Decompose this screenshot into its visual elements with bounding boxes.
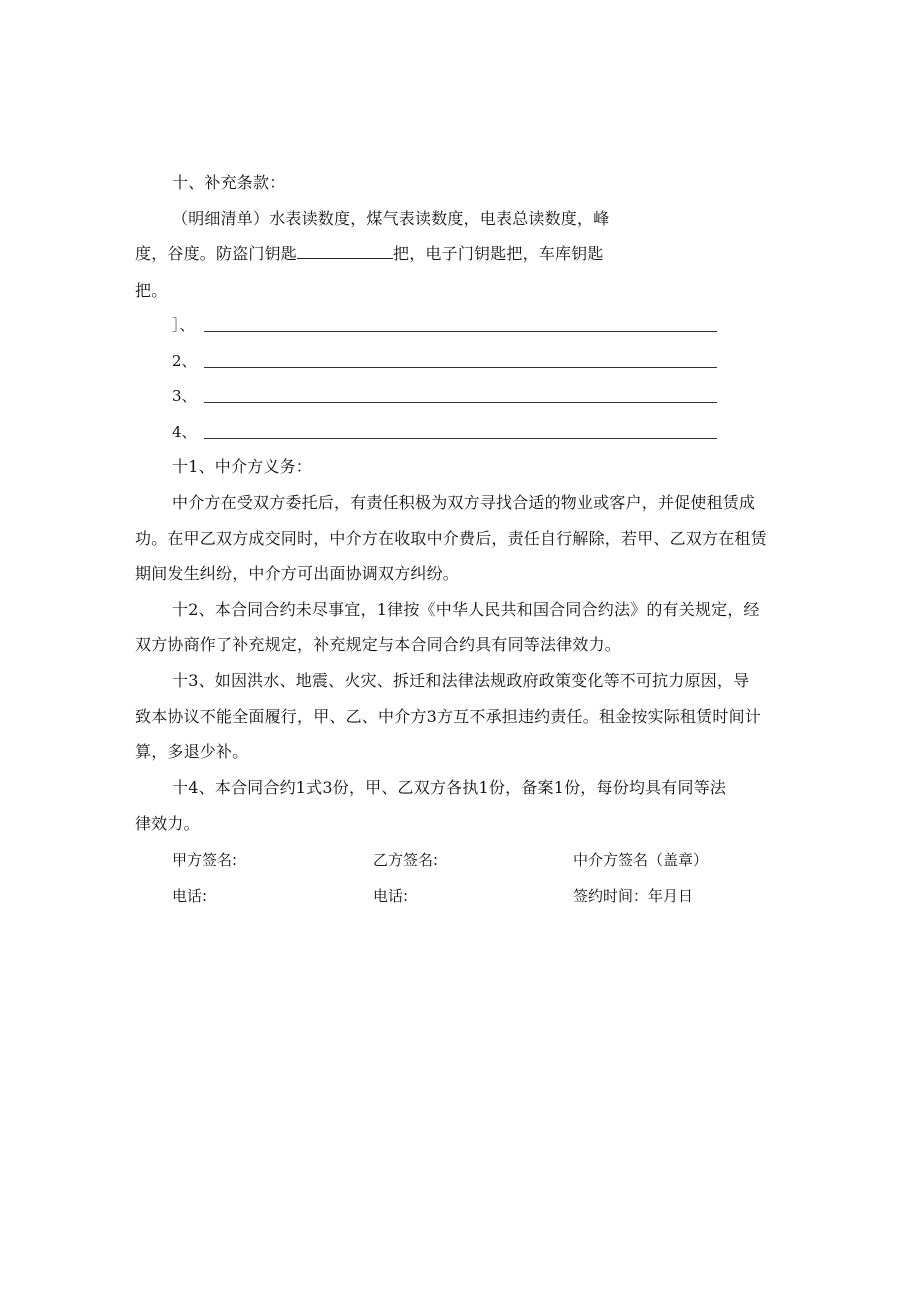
supplement-line-2-part-a: 度，谷度。防盗门钥匙	[135, 244, 298, 263]
item-number: 4、	[172, 423, 197, 441]
supplement-line-2	[135, 243, 604, 265]
clause-13-line-1: 十3、如因洪水、地震、火灾、拆迁和法律法规政府政策变化等不可抗力原因，导	[172, 671, 750, 690]
fill-in-line	[204, 331, 717, 332]
item-number: 2、	[172, 352, 197, 370]
item-number: 3、	[172, 387, 197, 405]
supplement-line-2-part-b: 把，电子门钥匙把，车库钥匙	[393, 244, 604, 263]
party-b-phone-label: 电话:	[373, 887, 409, 905]
supplement-item-3	[172, 385, 717, 407]
supplement-line-3: 把。	[135, 281, 168, 300]
fill-in-line	[204, 367, 717, 368]
item-number: ］、	[172, 316, 195, 334]
fill-in-line	[204, 438, 717, 439]
party-a-phone-label: 电话:	[172, 887, 208, 905]
clause-13-line-3: 算，多退少补。	[135, 742, 249, 761]
clause-11-heading: 十1、中介方义务：	[172, 457, 312, 476]
keys-count-blank	[297, 243, 393, 259]
supplement-item-4	[172, 421, 717, 443]
clause-11-line-2: 功。在甲乙双方成交同时，中介方在收取中介费后，责任自行解除，若甲、乙双方在租赁	[135, 529, 767, 548]
clause-13-line-2: 致本协议不能全面履行，甲、乙、中介方3方互不承担违约责任。租金按实际租赁时间计	[135, 707, 761, 726]
clause-14-line-2: 律效力。	[135, 814, 200, 833]
fill-in-line	[204, 402, 717, 403]
party-b-signature-label: 乙方签名:	[373, 851, 439, 869]
clause-12-line-1: 十2、本合同合约未尽事宜，1律按《中华人民共和国合同合约法》的有关规定，经	[172, 600, 760, 619]
supplement-line-1: （明细清单）水表读数度，煤气表读数度，电表总读数度，峰	[172, 209, 610, 228]
supplement-item-2	[172, 350, 717, 372]
supplement-heading: 十、补充条款：	[172, 173, 286, 192]
clause-12-line-2: 双方协商作了补充规定，补充规定与本合同合约具有同等法律效力。	[135, 635, 622, 654]
clause-11-line-1: 中介方在受双方委托后，有责任积极为双方寻找合适的物业或客户，并促使租赁成	[172, 493, 756, 512]
clause-14-line-1: 十4、本合同合约1式3份，甲、乙双方各执1份，备案1份，每份均具有同等法	[172, 778, 727, 797]
agent-signature-label: 中介方签名（盖章）	[573, 851, 709, 869]
supplement-item-1	[172, 314, 717, 336]
party-a-signature-label: 甲方签名:	[172, 851, 238, 869]
sign-date-label: 签约时间：年月日	[573, 887, 694, 905]
clause-11-line-3: 期间发生纠纷，中介方可出面协调双方纠纷。	[135, 564, 460, 583]
